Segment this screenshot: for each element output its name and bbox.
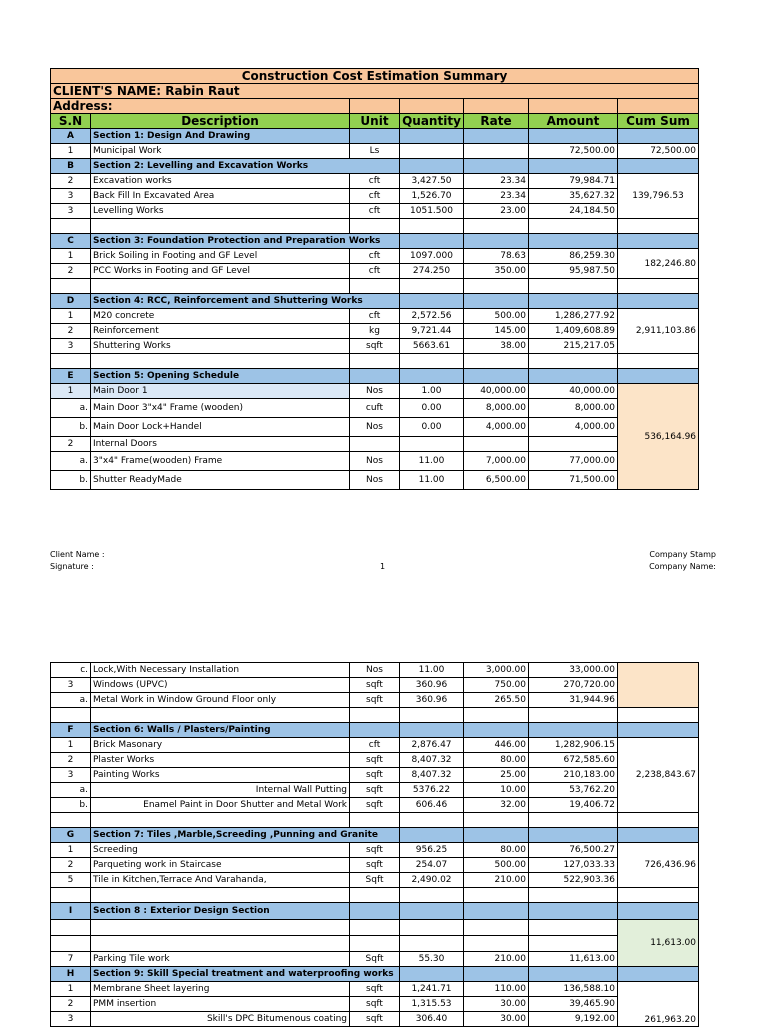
table-row: 1 Municipal Work Ls 72,500.00 72,500.00 <box>51 144 699 159</box>
table-row: 3 Shuttering Works sqft 5663.61 38.00 215,217.05 <box>51 339 699 354</box>
footer-left <box>50 549 105 573</box>
cum-sum-d: 2,911,103.86 <box>618 309 699 354</box>
cum-sum-c: 182,246.80 <box>618 249 699 279</box>
company-stamp-label: Company Stamp <box>649 550 716 559</box>
header-sn: S.N <box>51 114 91 129</box>
table-row: 3 Levelling Works cft 1051.500 23.00 24,184.50 <box>51 204 699 219</box>
table-row: 2 Internal Doors <box>51 437 699 452</box>
cum-sum-h: 261,963.20 <box>618 982 699 1027</box>
table-row: 1 M20 concrete cft 2,572.56 500.00 1,286,277.92 2,911,103.86 <box>51 309 699 324</box>
header-amount: Amount <box>529 114 618 129</box>
header-rate: Rate <box>464 114 529 129</box>
header-cum-sum: Cum Sum <box>618 114 699 129</box>
address-label: Address: <box>51 99 350 114</box>
section-row: G Section 7: Tiles ,Marble,Screeding ,Punning and Granite <box>51 828 699 843</box>
cum-sum-e: 536,164.96 <box>618 384 699 490</box>
client-name: CLIENT'S NAME: Rabin Raut <box>51 84 699 99</box>
header-quantity: Quantity <box>400 114 464 129</box>
table-row: b. Main Door Lock+Handel Nos 0.00 4,000.00 4,000.00 <box>51 418 699 437</box>
table-row: 1 Screeding sqft 956.25 80.00 76,500.27 726,436.96 <box>51 843 699 858</box>
signature-label: Signature : <box>50 562 94 571</box>
table-row: b. Shutter ReadyMade Nos 11.00 6,500.00 71,500.00 <box>51 471 699 490</box>
footer-right <box>649 549 716 573</box>
table-row: 1 Brick Soiling in Footing and GF Level cft 1097.000 78.63 86,259.30 182,246.80 <box>51 249 699 264</box>
table-row: 2 Reinforcement kg 9,721.44 145.00 1,409,608.89 <box>51 324 699 339</box>
header-description: Description <box>91 114 350 129</box>
cum-sum-i: 11,613.00 <box>618 920 699 967</box>
section-row: C Section 3: Foundation Protection and Preparation Works <box>51 234 699 249</box>
table-row: a. 3"x4" Frame(wooden) Frame Nos 11.00 7,000.00 77,000.00 <box>51 452 699 471</box>
table-row: 3 Painting Works sqft 8,407.32 25.00 210,183.00 <box>51 768 699 783</box>
cum-sum-g: 726,436.96 <box>618 843 699 888</box>
table-row: 1 Membrane Sheet layering sqft 1,241.71 110.00 136,588.10 261,963.20 <box>51 982 699 997</box>
table-row: 7 Parking Tile work Sqft 55.30 210.00 11,613.00 <box>51 952 699 967</box>
company-name-label: Company Name: <box>649 562 716 571</box>
table-row: a. Internal Wall Putting sqft 5376.22 10.00 53,762.20 <box>51 783 699 798</box>
table-row: a. Metal Work in Window Ground Floor only sqft 360.96 265.50 31,944.96 <box>51 693 699 708</box>
section-row: I Section 8 : Exterior Design Section <box>51 903 699 920</box>
table-row: 2 Plaster Works sqft 8,407.32 80.00 672,585.60 <box>51 753 699 768</box>
table-row: 1 Main Door 1 Nos 1.00 40,000.00 40,000.00 536,164.96 <box>51 384 699 399</box>
page-number: 1 <box>380 562 386 571</box>
section-row: A Section 1: Design And Drawing <box>51 129 699 144</box>
table-row: 3 Back Fill In Excavated Area cft 1,526.70 23.34 35,627.32 <box>51 189 699 204</box>
table-row: 2 Parqueting work in Staircase sqft 254.07 500.00 127,033.33 <box>51 858 699 873</box>
table-row: 2 Excavation works cft 3,427.50 23.34 79,984.71 139,796.53 <box>51 174 699 189</box>
estimate-table-page-2 <box>50 662 699 1027</box>
cum-sum-f: 2,238,843.67 <box>618 738 699 813</box>
table-row: c. Lock,With Necessary Installation Nos 11.00 3,000.00 33,000.00 <box>51 663 699 678</box>
cum-sum-b: 139,796.53 <box>618 174 699 219</box>
header-unit: Unit <box>350 114 400 129</box>
table-row: 2 PMM insertion sqft 1,315.53 30.00 39,465.90 <box>51 997 699 1012</box>
section-row: B Section 2: Levelling and Excavation Works <box>51 159 699 174</box>
table-row: 2 PCC Works in Footing and GF Level cft 274.250 350.00 95,987.50 <box>51 264 699 279</box>
cum-sum-a: 72,500.00 <box>618 144 699 159</box>
table-row: 3 Skill's DPC Bitumenous coating sqft 306.40 30.00 9,192.00 <box>51 1012 699 1027</box>
client-name-label: Client Name : <box>50 550 105 559</box>
estimate-table-page-1 <box>50 68 699 490</box>
sheet-title: Construction Cost Estimation Summary <box>51 69 699 84</box>
section-row: H Section 9: Skill Special treatment and waterproofing works <box>51 967 699 982</box>
column-header-row <box>51 114 699 129</box>
section-row: E Section 5: Opening Schedule <box>51 369 699 384</box>
table-row: 5 Tile in Kitchen,Terrace And Varahanda, Sqft 2,490.02 210.00 522,903.36 <box>51 873 699 888</box>
table-row: a. Main Door 3"x4" Frame (wooden) cuft 0.00 8,000.00 8,000.00 <box>51 399 699 418</box>
table-row: 1 Brick Masonary cft 2,876.47 446.00 1,282,906.15 2,238,843.67 <box>51 738 699 753</box>
section-row: F Section 6: Walls / Plasters/Painting <box>51 723 699 738</box>
table-row: 3 Windows (UPVC) sqft 360.96 750.00 270,720.00 <box>51 678 699 693</box>
table-row: b. Enamel Paint in Door Shutter and Metal Work sqft 606.46 32.00 19,406.72 <box>51 798 699 813</box>
section-row: D Section 4: RCC, Reinforcement and Shuttering Works <box>51 294 699 309</box>
